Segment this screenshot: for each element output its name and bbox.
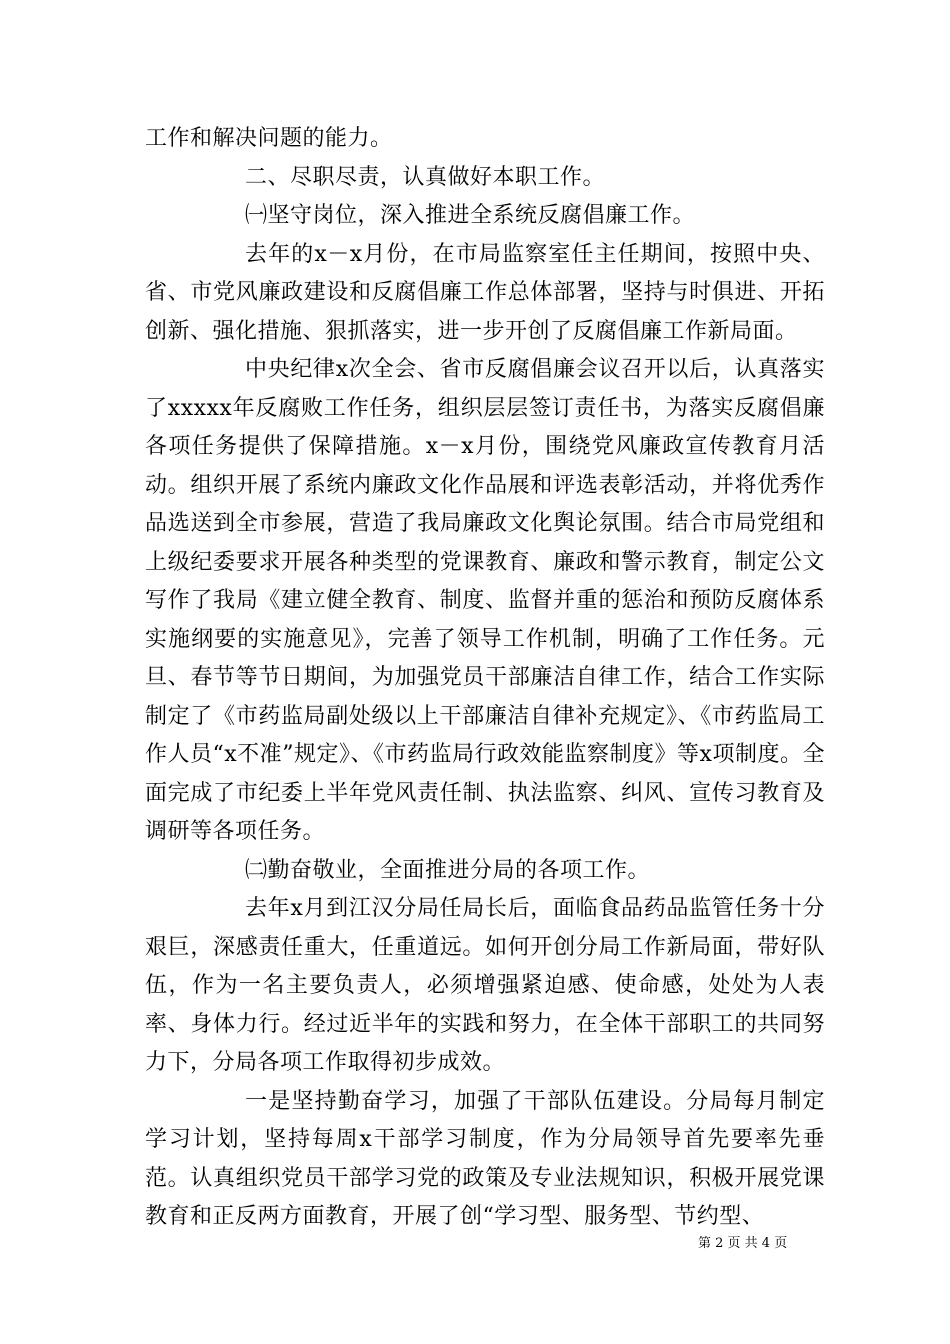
- document-body: [145, 120, 825, 1237]
- paragraph: 二、尽职尽责，认真做好本职工作。: [245, 164, 606, 190]
- page-number: 第 2 页 共 4 页: [698, 1236, 788, 1251]
- paragraph: ㈡勤奋敬业，全面推进分局的各项工作。: [245, 857, 651, 883]
- paragraph: ㈠坚守岗位，深入推进全系统反腐倡廉工作。: [245, 203, 696, 228]
- paragraph: 去年的x－x月份，在市局监察室任主任期间，按照中央、省、市党风廉政建设和反腐倡廉工作总体部署，坚持与时俱进、开拓创新、强化措施、狠抓落实，进一步开创了反腐倡廉工作新局面。: [145, 241, 825, 344]
- paragraph: 工作和解决问题的能力。: [145, 126, 393, 151]
- paragraph: 去年x月到江汉分局任局长后，面临食品药品监管任务十分艰巨，深感责任重大，任重道远。如何开创分局工作新局面，带好队伍，作为一名主要负责人，必须增强紧迫感、使命感，处处为人表率、身体力行。经过近半年的实践和努力，在全体干部职工的共同努力下，分局各项工作取得初步成效。: [145, 896, 825, 1075]
- paragraph: 一是坚持勤奋学习，加强了干部队伍建设。分局每月制定学习计划，坚持每周x干部学习制度，作为分局领导首先要率先垂范。认真组织党员干部学习党的政策及专业法规知识，积极开展党课教育和正反两方面教育，开展了创“学习型、服务型、节约型、: [145, 1088, 825, 1229]
- paragraph: 中央纪律x次全会、省市反腐倡廉会议召开以后，认真落实了xxxxx年反腐败工作任务，组织层层签订责任书，为落实反腐倡廉各项任务提供了保障措施。x－x月份，围绕党风廉政宣传教育月活动。组织开展了系统内廉政文化作品展和评选表彰活动，并将优秀作品选送到全市参展，营造了我局廉政文化舆论氛围。结合市局党组和上级纪委要求开展各种类型的党课教育、廉政和警示教育，制定公文写作了我局《建立健全教育、制度、监督并重的惩治和预防反腐体系实施纲要的实施意见》，完善了领导工作机制，明确了工作任务。元旦、春节等节日期间，为加强党员干部廉洁自律工作，结合工作实际制定了《市药监局副处级以上干部廉洁自律补充规定》、《市药监局工作人员“x不准”规定》、《市药监局行政效能监察制度》等x项制度。全面完成了市纪委上半年党风责任制、执法监察、纠风、宣传习教育及调研等各项任务。: [145, 357, 825, 844]
